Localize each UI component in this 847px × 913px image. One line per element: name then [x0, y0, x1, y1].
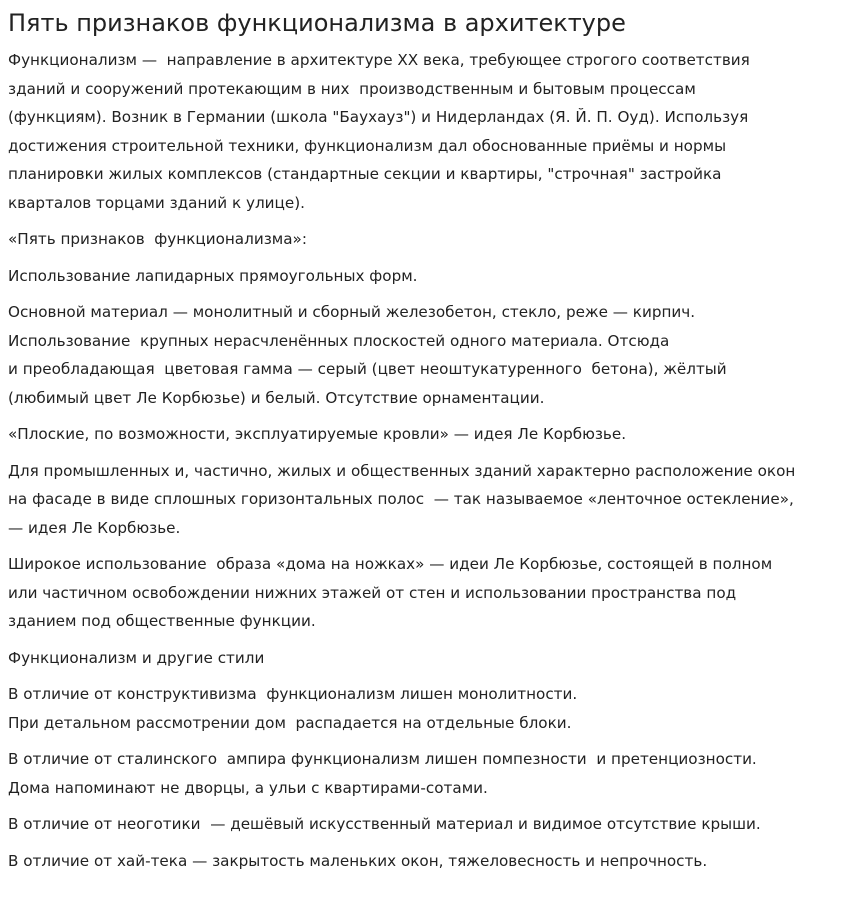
paragraph	[8, 644, 839, 673]
paragraph-line: В отличие от хай-тека — закрытость маленьких окон, тяжеловесность и непрочность.	[8, 851, 708, 870]
paragraph-line: Дома напоминают не дворцы, а ульи с квартирами-сотами.	[8, 778, 488, 797]
paragraph-line: зданий и сооружений протекающим в них производственным и бытовым процессам	[8, 79, 696, 98]
paragraph-line: В отличие от сталинского ампира функционализм лишен помпезности и претенциозности.	[8, 750, 757, 768]
paragraph-line: В отличие от неоготики — дешёвый искусственный материал и видимое отсутствие крыши.	[8, 815, 761, 833]
article-body	[8, 46, 839, 875]
paragraph-line: В отличие от конструктивизма функционализм лишен монолитности.	[8, 685, 578, 703]
paragraph	[8, 680, 839, 737]
paragraph-line: (любимый цвет Ле Корбюзье) и белый. Отсутствие орнаментации.	[8, 388, 545, 407]
paragraph-line: Основной материал — монолитный и сборный железобетон, стекло, реже — кирпич.	[8, 303, 696, 321]
paragraph-line: или частичном освобождении нижних этажей от стен и использовании пространства под	[8, 583, 737, 602]
paragraph	[8, 550, 839, 636]
paragraph-line: При детальном рассмотрении дом распадается на отдельные блоки.	[8, 713, 572, 732]
paragraph-line: на фасаде в виде сплошных горизонтальных полос — так называемое «ленточное остекление»,	[8, 490, 794, 508]
paragraph	[8, 298, 839, 412]
paragraph-line: (функциям). Возник в Германии (школа "Баухауз") и Нидерландах (Я. Й. П. Оуд). Используя	[8, 108, 749, 126]
paragraph	[8, 810, 839, 839]
paragraph	[8, 847, 839, 876]
paragraph-line: Широкое использование образа «дома на ножках» — идеи Ле Корбюзье, состоящей в полном	[8, 555, 773, 573]
paragraph	[8, 745, 839, 802]
paragraph	[8, 262, 839, 291]
paragraph-line: Функционализм — направление в архитектуре XX века, требующее строгого соответствия	[8, 51, 750, 69]
paragraph-line: планировки жилых комплексов (стандартные секции и квартиры, "строчная" застройка	[8, 165, 722, 183]
paragraph-line: «Пять признаков функционализма»:	[8, 230, 307, 248]
paragraph	[8, 225, 839, 254]
paragraph	[8, 420, 839, 449]
paragraph-line: Использование крупных нерасчленённых плоскостей одного материала. Отсюда	[8, 331, 670, 350]
paragraph-line: зданием под общественные функции.	[8, 612, 316, 630]
paragraph-line: кварталов торцами зданий к улице).	[8, 193, 305, 212]
page-title: Пять признаков функционализма в архитектуре	[8, 9, 626, 37]
paragraph-line: достижения строительной техники, функционализм дал обоснованные приёмы и нормы	[8, 136, 727, 155]
paragraph-line: Функционализм и другие стили	[8, 648, 265, 667]
paragraph	[8, 457, 839, 543]
paragraph-line: «Плоские, по возможности, эксплуатируемые кровли» — идея Ле Корбюзье.	[8, 425, 627, 443]
paragraph-line: и преобладающая цветовая гамма — серый (цвет неоштукатуренного бетона), жёлтый	[8, 360, 727, 378]
paragraph	[8, 46, 839, 217]
paragraph-line: — идея Ле Корбюзье.	[8, 518, 181, 537]
paragraph-line: Использование лапидарных прямоугольных форм.	[8, 266, 418, 285]
paragraph-line: Для промышленных и, частично, жилых и общественных зданий характерно расположение окон	[8, 461, 796, 480]
